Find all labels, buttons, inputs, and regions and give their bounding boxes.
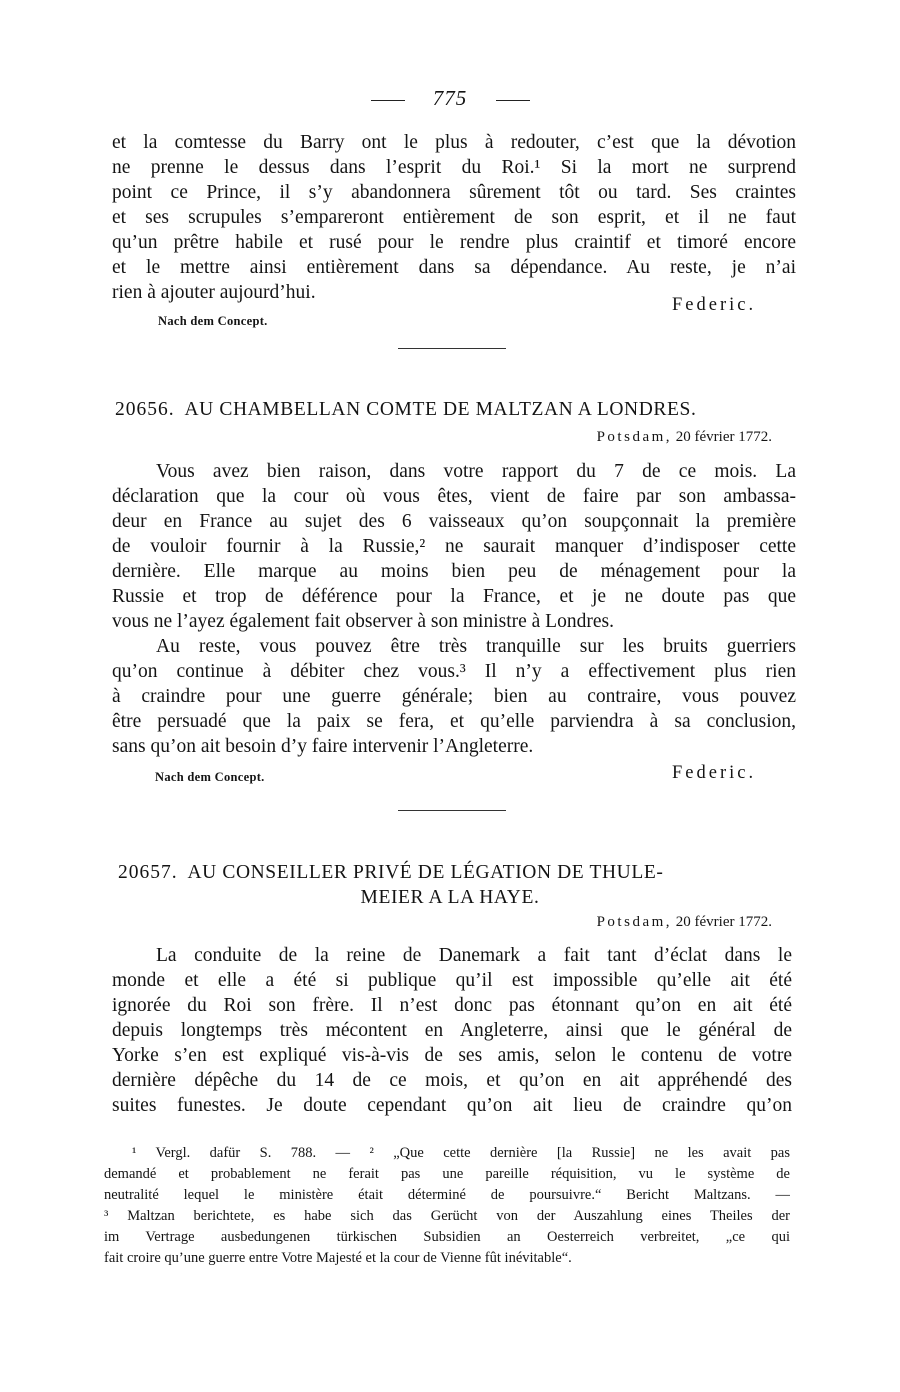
text-line: et le mettre ainsi entièrement dans sa dépendance. Au reste, je n’ai <box>112 257 796 278</box>
text-line: vous ne l’ayez également fait observer à son ministre à Londres. <box>112 611 614 632</box>
footnote-line: demandé et probablement ne ferait pas une pareille réquisition, vu le système de <box>104 1166 790 1182</box>
footnotes <box>104 1143 790 1269</box>
letter-dateline <box>597 429 772 446</box>
letter-body <box>112 943 792 1118</box>
text-line: Yorke s’en est expliqué vis-à-vis de ses amis, selon le contenu de votre <box>112 1045 792 1066</box>
letter-heading-continued: MEIER A LA HAYE. <box>360 887 540 908</box>
text-line: point ce Prince, il s’y abandonnera sûrement tôt ou tard. Ses craintes <box>112 182 796 203</box>
text-line: de vouloir fournir à la Russie,² ne saurait manquer d’indisposer cette <box>112 536 796 557</box>
text-line: dernière. Elle marque au moins bien peu de ménagement pour la <box>112 561 796 582</box>
section-divider <box>398 348 506 349</box>
letter-body <box>112 459 796 759</box>
text-line: qu’un prêtre habile et rusé pour le rendre plus craintif et timoré encore <box>112 232 796 253</box>
signature: Federic. <box>672 295 757 315</box>
section-divider <box>398 810 506 811</box>
header-rule-left <box>371 100 405 101</box>
source-note: Nach dem Concept. <box>158 314 268 328</box>
footnote-line: ¹ Vergl. dafür S. 788. — ² „Que cette dernière [la Russie] ne les avait pas <box>132 1145 790 1161</box>
text-line: à craindre pour une guerre générale; bien au contraire, vous pouvez <box>112 686 796 707</box>
text-line: Russie et trop de déférence pour la France, et je ne doute pas que <box>112 586 796 607</box>
footnote-line: neutralité lequel le ministère était déterminé de poursuivre.“ Bericht Maltzans. — <box>104 1187 790 1203</box>
text-line: être persuadé que la paix se fera, et qu’elle parviendra à sa conclusion, <box>112 711 796 732</box>
footnote-line: im Vertrage ausbedungenen türkischen Subsidien an Oesterreich verbreitet, „ce qui <box>104 1229 790 1245</box>
date: 20 février 1772. <box>675 429 772 445</box>
footnote-line: ³ Maltzan berichtete, es habe sich das Gerücht von der Auszahlung eines Theiles der <box>104 1208 790 1224</box>
letter-heading <box>118 862 663 884</box>
date-place: Potsdam, <box>596 429 673 445</box>
letter-heading <box>115 399 696 421</box>
letter-number: 20657. <box>118 862 178 883</box>
text-line: ne prenne le dessus dans l’esprit du Roi.¹ Si la mort ne surprend <box>112 157 796 178</box>
signature: Federic. <box>672 763 757 783</box>
source-note: Nach dem Concept. <box>155 770 265 784</box>
text-line: La conduite de la reine de Danemark a fait tant d’éclat dans le <box>156 945 792 966</box>
header-rule-right <box>496 100 530 101</box>
text-line: sans qu’on ait besoin d’y faire intervenir l’Angleterre. <box>112 736 534 757</box>
page-header <box>0 86 900 111</box>
letter-number: 20656. <box>115 399 175 420</box>
footnote-line: fait croire qu’une guerre entre Votre Majesté et la cour de Vienne fût inévitable“. <box>104 1250 572 1266</box>
text-line: depuis longtemps très mécontent en Angleterre, ainsi que le général de <box>112 1020 792 1041</box>
page-number: 775 <box>432 86 468 110</box>
text-line: qu’on continue à débiter chez vous.³ Il n’y a effectivement plus rien <box>112 661 796 682</box>
date-place: Potsdam, <box>596 914 673 930</box>
text-line: ignorée du Roi son frère. Il n’est donc pas étonnant qu’on en ait été <box>112 995 792 1016</box>
text-line: et la comtesse du Barry ont le plus à redouter, c’est que la dévotion <box>112 132 796 153</box>
text-line: et ses scrupules s’empareront entièrement de son esprit, et il ne faut <box>112 207 796 228</box>
text-line: Vous avez bien raison, dans votre rapport du 7 de ce mois. La <box>156 461 796 482</box>
text-line: déclaration que la cour où vous êtes, vient de faire par son ambassa- <box>112 486 796 507</box>
text-line: deur en France au sujet des 6 vaisseaux qu’on soupçonnait la première <box>112 511 796 532</box>
letter-dateline <box>597 914 772 931</box>
text-line: Au reste, vous pouvez être très tranquille sur les bruits guerriers <box>156 636 796 657</box>
text-line: rien à ajouter aujourd’hui. <box>112 282 316 303</box>
text-line: suites funestes. Je doute cependant qu’on ait lieu de craindre qu’on <box>112 1095 792 1116</box>
date: 20 février 1772. <box>675 914 772 930</box>
text-line: monde et elle a été si publique qu’il est impossible qu’elle ait été <box>112 970 792 991</box>
continuation-text <box>112 130 796 305</box>
letter-recipient: AU CHAMBELLAN COMTE DE MALTZAN A LONDRES. <box>184 399 697 420</box>
letter-recipient: AU CONSEILLER PRIVÉ DE LÉGATION DE THULE- <box>187 862 664 883</box>
text-line: dernière dépêche du 14 de ce mois, et qu’on en ait appréhendé des <box>112 1070 792 1091</box>
